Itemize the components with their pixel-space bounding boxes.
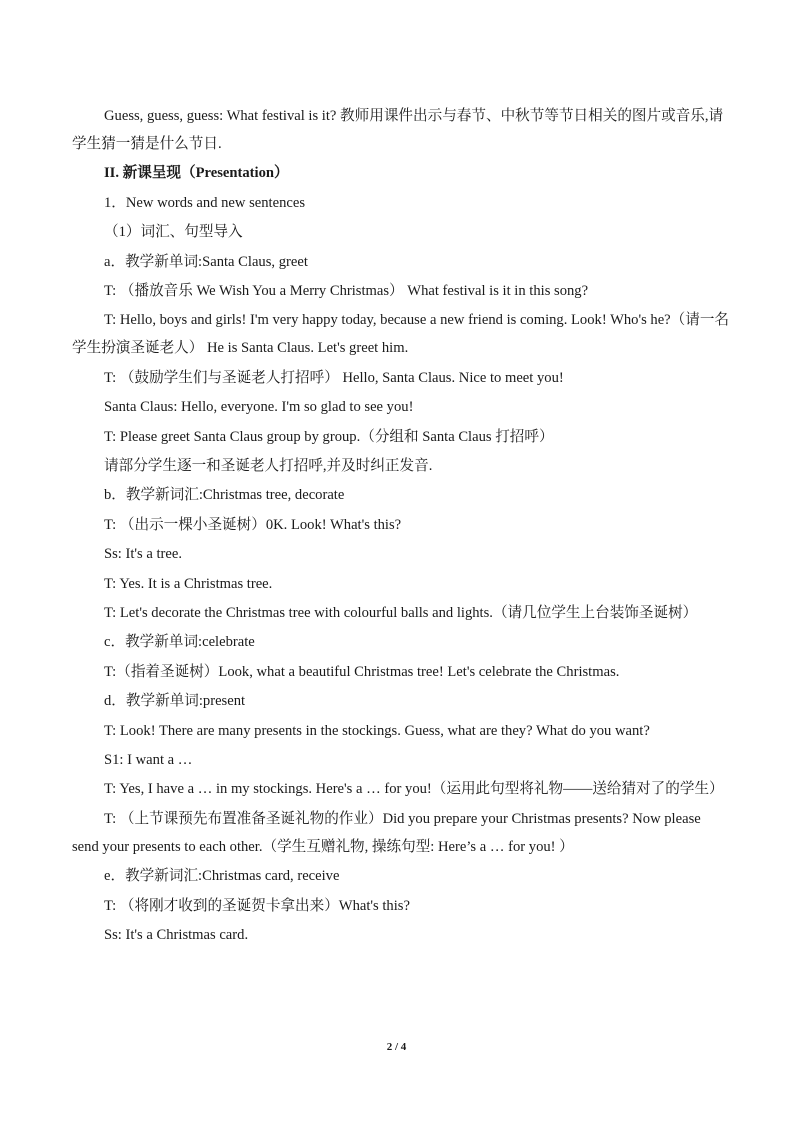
paragraph-e-label: e．教学新词汇:Christmas card, receive [104, 868, 340, 885]
page-number: 2 / 4 [386, 1041, 407, 1053]
paragraph-item-1: 1．New words and new sentences [104, 194, 306, 211]
paragraph-b-label: b．教学新词汇:Christmas tree, decorate [104, 487, 345, 504]
paragraph-t-have: T: Yes, I have a … in my stockings. Here's a … for you!（运用此句型将礼物——送给猜对了的学生） [104, 781, 724, 798]
paragraph-t-decorate: T: Let's decorate the Christmas tree with colourful balls and lights.（请几位学生上台装饰圣诞树） [104, 605, 698, 622]
paragraph-t-presents: T: Look! There are many presents in the stockings. Guess, what are they? What do you want? [104, 722, 650, 739]
paragraph-t-music: T: （播放音乐 We Wish You a Merry Christmas） What festival is it in this song? [104, 283, 589, 300]
paragraph-t-prepare: T: （上节课预先布置准备圣诞礼物的作业）Did you prepare your Christmas presents? Now please send your presents to each other.（学生互赠礼物, 操练句型: Here’s a … for you! ） [72, 810, 701, 855]
paragraph-t-xmastree: T: Yes. It is a Christmas tree. [104, 575, 273, 592]
paragraph-ss-tree: Ss: It's a tree. [104, 546, 183, 563]
paragraph-s1-want: S1: I want a … [104, 752, 193, 769]
paragraph-t-encourage: T: （鼓励学生们与圣诞老人打招呼） Hello, Santa Claus. Nice to meet you! [104, 369, 564, 386]
paragraph-t-tree: T: （出示一棵小圣诞树）0K. Look! What's this? [104, 516, 402, 533]
paragraph-sub-1: （1）词汇、句型导入 [104, 224, 243, 241]
paragraph-t-group: T: Please greet Santa Claus group by group.（分组和 Santa Claus 打招呼） [104, 428, 554, 445]
paragraph-guess-intro: Guess, guess, guess: What festival is it? 教师用课件出示与春节、中秋节等节日相关的图片或音乐,请学生猜一猜是什么节日. [72, 108, 724, 152]
paragraph-a-label: a．教学新单词:Santa Claus, greet [104, 253, 308, 270]
paragraph-section-heading: II. 新课呈现（Presentation） [104, 165, 289, 182]
paragraph-d-label: d．教学新单词:present [104, 693, 246, 710]
paragraph-c-label: c．教学新单词:celebrate [104, 634, 255, 651]
paragraph-t-celebrate: T:（指着圣诞树）Look, what a beautiful Christmas tree! Let's celebrate the Christmas. [104, 663, 620, 680]
paragraph-note-greet: 请部分学生逐一和圣诞老人打招呼,并及时纠正发音. [104, 458, 433, 475]
paragraph-ss-card: Ss: It's a Christmas card. [104, 927, 249, 944]
page-body [72, 102, 730, 950]
paragraph-santa-reply: Santa Claus: Hello, everyone. I'm so glad to see you! [104, 399, 414, 416]
paragraph-t-hello: T: Hello, boys and girls! I'm very happy today, because a new friend is coming. Look! Who's he?（请一名学生扮演圣诞老人） He is Santa Claus. Let's greet him. [72, 312, 730, 357]
paragraph-t-card: T: （将刚才收到的圣诞贺卡拿出来）What's this? [104, 897, 410, 914]
